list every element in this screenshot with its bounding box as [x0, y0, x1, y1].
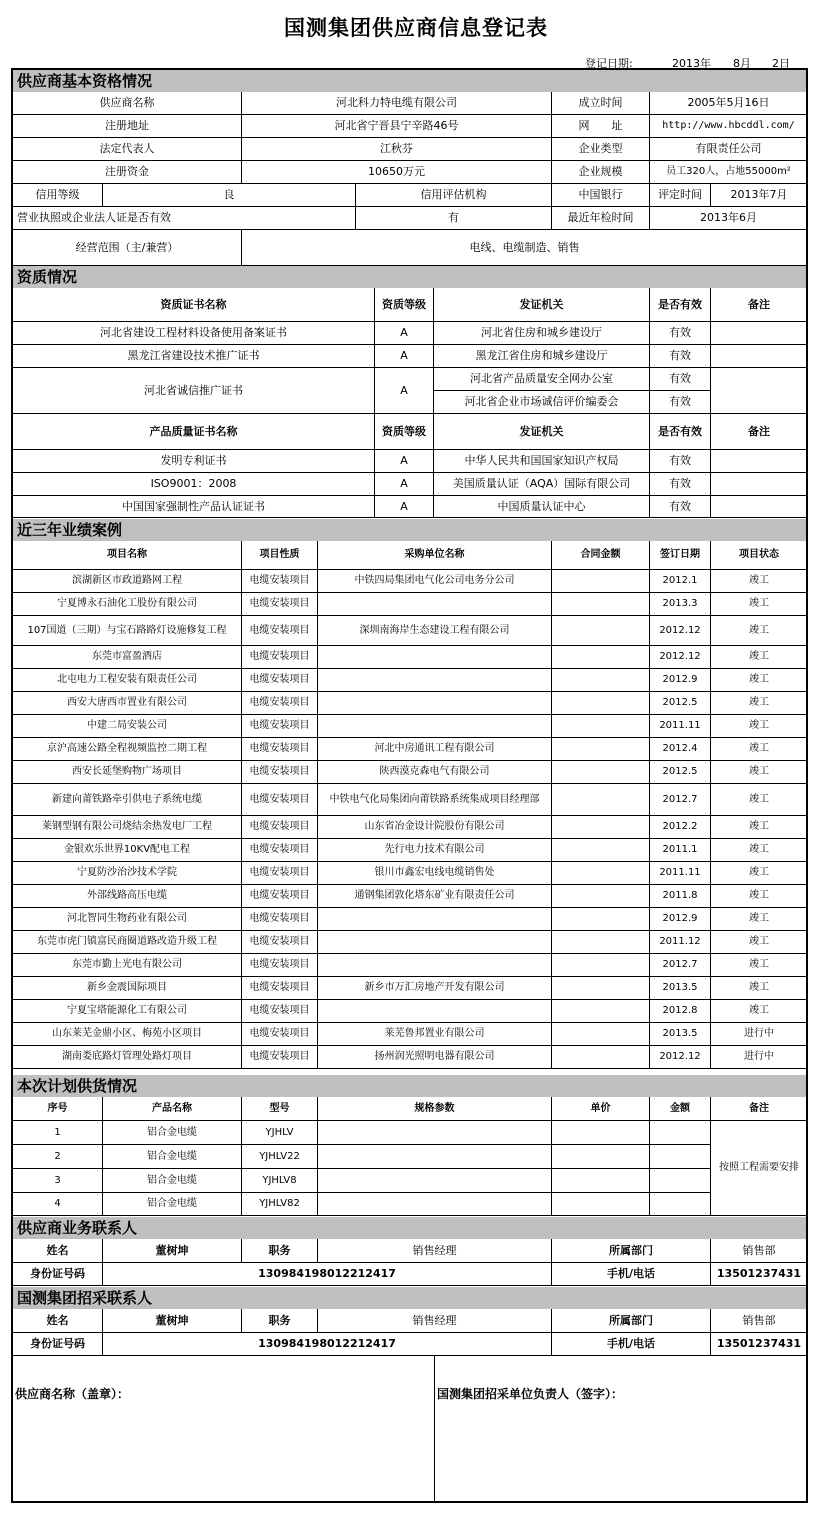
perf-row-sign-date: 2011.11 — [650, 862, 711, 885]
perf-row-amount — [552, 738, 650, 761]
perf-row-project-name: 河北智同生物药业有限公司 — [13, 908, 242, 931]
perf-row-project-name: 西安大唐西市置业有限公司 — [13, 692, 242, 715]
perf-row-project-name: 金银欢乐世界10KV配电工程 — [13, 839, 242, 862]
quality-header-cert-valid: 是否有效 — [650, 414, 711, 450]
perf-row-buyer: 扬州润光照明电器有限公司 — [318, 1046, 552, 1069]
reg-date-label: 登记日期: — [585, 57, 633, 70]
address-label: 注册地址 — [13, 115, 242, 138]
qual-row-remark — [711, 345, 808, 368]
perf-row-status: 竣工 — [711, 977, 808, 1000]
group-contact-name-label: 姓名 — [13, 1309, 103, 1333]
qual-row-issuer: 河北省企业市场诚信评价编委会 — [434, 391, 650, 414]
group-contact-id-value: 130984198012212417 — [103, 1333, 552, 1356]
supply-row-product: 铝合金电缆 — [103, 1193, 242, 1216]
perf-row-status: 进行中 — [711, 1023, 808, 1046]
license-value: 有 — [356, 207, 552, 230]
perf-row-amount — [552, 784, 650, 816]
group-contact-name-value: 董树坤 — [103, 1309, 242, 1333]
rated-label: 评定时间 — [650, 184, 711, 207]
perf-row-project-name: 山东莱芜金鼎小区、梅苑小区项目 — [13, 1023, 242, 1046]
supplier-seal-label: 供应商名称（盖章）： — [15, 1387, 130, 1401]
perf-header-buyer: 采购单位名称 — [318, 541, 552, 570]
perf-row-amount — [552, 669, 650, 692]
perf-row-buyer: 中铁电气化局集团向莆铁路系统集成项目经理部 — [318, 784, 552, 816]
perf-row-project-nature: 电缆安装项目 — [242, 715, 318, 738]
perf-row-project-nature: 电缆安装项目 — [242, 977, 318, 1000]
perf-row-sign-date: 2012.4 — [650, 738, 711, 761]
perf-row-status: 竣工 — [711, 692, 808, 715]
perf-row-amount — [552, 692, 650, 715]
perf-row-project-nature: 电缆安装项目 — [242, 593, 318, 616]
qual-header-cert-remark: 备注 — [711, 288, 808, 322]
perf-header-amount: 合同金额 — [552, 541, 650, 570]
supply-row-model: YJHLV — [242, 1121, 318, 1145]
group-contact-phone-value: 13501237431 — [711, 1333, 808, 1356]
perf-row-amount — [552, 977, 650, 1000]
website-label: 网 址 — [552, 115, 650, 138]
quality-row-issuer: 中国质量认证中心 — [434, 496, 650, 518]
supplier-contact-post-value: 销售经理 — [318, 1239, 552, 1263]
quality-row-issuer: 美国质量认证（AQA）国际有限公司 — [434, 473, 650, 496]
perf-row-status: 竣工 — [711, 816, 808, 839]
qual-row-issuer: 黑龙江省住房和城乡建设厅 — [434, 345, 650, 368]
scale-label: 企业规模 — [552, 161, 650, 184]
section-basic-title: 供应商基本资格情况 — [13, 70, 806, 92]
perf-row-project-name: 新建向莆铁路牵引供电子系统电缆 — [13, 784, 242, 816]
supplier-name-value: 河北科力特电缆有限公司 — [242, 92, 552, 115]
perf-row-project-nature: 电缆安装项目 — [242, 1000, 318, 1023]
section-perf-title: 近三年业绩案例 — [13, 519, 806, 541]
perf-row-buyer — [318, 908, 552, 931]
section-group-contact-title: 国测集团招采联系人 — [13, 1287, 806, 1309]
qual-row-issuer: 河北省产品质量安全网办公室 — [434, 368, 650, 391]
legal-rep-value: 江秋芬 — [242, 138, 552, 161]
perf-row-project-name: 湖南娄底路灯管理处路灯项目 — [13, 1046, 242, 1069]
scope-label: 经营范围（主/兼营） — [13, 230, 242, 266]
supply-header-amount: 金额 — [650, 1097, 711, 1121]
quality-row-name: 中国国家强制性产品认证证书 — [13, 496, 375, 518]
perf-row-sign-date: 2013.5 — [650, 1023, 711, 1046]
perf-row-sign-date: 2012.2 — [650, 816, 711, 839]
perf-row-project-name: 东莞市勤上光电有限公司 — [13, 954, 242, 977]
supply-header-spec: 规格参数 — [318, 1097, 552, 1121]
quality-row-name: 发明专利证书 — [13, 450, 375, 473]
perf-row-sign-date: 2012.5 — [650, 692, 711, 715]
perf-row-buyer: 莱芜鲁邦置业有限公司 — [318, 1023, 552, 1046]
address-value: 河北省宁晋县宁辛路46号 — [242, 115, 552, 138]
perf-row-project-name: 新乡金震国际项目 — [13, 977, 242, 1000]
perf-header-sign-date: 签订日期 — [650, 541, 711, 570]
perf-row-buyer — [318, 669, 552, 692]
supply-row-product: 铝合金电缆 — [103, 1169, 242, 1193]
qual-row-name: 黑龙江省建设技术推广证书 — [13, 345, 375, 368]
perf-header-project-nature: 项目性质 — [242, 541, 318, 570]
perf-row-amount — [552, 839, 650, 862]
supply-row-unit-price — [552, 1169, 650, 1193]
supplier-contact-dept-label: 所属部门 — [552, 1239, 711, 1263]
perf-row-buyer: 深圳南海岸生态建设工程有限公司 — [318, 616, 552, 646]
perf-row-amount — [552, 570, 650, 593]
perf-row-sign-date: 2012.8 — [650, 1000, 711, 1023]
supply-remark: 按照工程需要安排 — [711, 1121, 808, 1216]
perf-row-project-name: 外部线路高压电缆 — [13, 885, 242, 908]
perf-row-status: 竣工 — [711, 646, 808, 669]
capital-value: 10650万元 — [242, 161, 552, 184]
credit-label: 信用等级 — [13, 184, 103, 207]
founded-value: 2005年5月16日 — [650, 92, 808, 115]
perf-row-buyer — [318, 715, 552, 738]
perf-row-sign-date: 2012.7 — [650, 954, 711, 977]
perf-row-project-nature: 电缆安装项目 — [242, 784, 318, 816]
perf-row-project-name: 宁夏宝塔能源化工有限公司 — [13, 1000, 242, 1023]
agency-value: 中国银行 — [552, 184, 650, 207]
supply-row-model: YJHLV82 — [242, 1193, 318, 1216]
perf-row-buyer: 陕西漠克森电气有限公司 — [318, 761, 552, 784]
perf-row-status: 竣工 — [711, 885, 808, 908]
perf-row-buyer: 河北中房通讯工程有限公司 — [318, 738, 552, 761]
perf-row-sign-date: 2013.5 — [650, 977, 711, 1000]
supply-header-remark: 备注 — [711, 1097, 808, 1121]
quality-header-cert-issuer: 发证机关 — [434, 414, 650, 450]
perf-row-sign-date: 2012.5 — [650, 761, 711, 784]
perf-row-project-name: 北屯电力工程安装有限责任公司 — [13, 669, 242, 692]
group-contact-id-label: 身份证号码 — [13, 1333, 103, 1356]
founded-label: 成立时间 — [552, 92, 650, 115]
perf-row-status: 竣工 — [711, 738, 808, 761]
perf-row-status: 竣工 — [711, 669, 808, 692]
perf-row-buyer: 银川市鑫宏电线电缆销售处 — [318, 862, 552, 885]
group-contact-phone-label: 手机/电话 — [552, 1333, 711, 1356]
perf-row-amount — [552, 862, 650, 885]
company-type-label: 企业类型 — [552, 138, 650, 161]
perf-row-project-nature: 电缆安装项目 — [242, 570, 318, 593]
supply-row-spec — [318, 1169, 552, 1193]
quality-header-cert-level: 资质等级 — [375, 414, 434, 450]
supply-row-spec — [318, 1193, 552, 1216]
quality-header-cert-name: 产品质量证书名称 — [13, 414, 375, 450]
supply-row-spec — [318, 1121, 552, 1145]
perf-row-sign-date: 2012.9 — [650, 908, 711, 931]
supplier-contact-id-value: 130984198012212417 — [103, 1263, 552, 1286]
perf-row-project-name: 107国道（三期）与宝石路路灯设施修复工程 — [13, 616, 242, 646]
perf-row-buyer: 先行电力技术有限公司 — [318, 839, 552, 862]
perf-row-project-nature: 电缆安装项目 — [242, 1046, 318, 1069]
supplier-contact-id-label: 身份证号码 — [13, 1263, 103, 1286]
qual-header-cert-issuer: 发证机关 — [434, 288, 650, 322]
qual-row-name: 河北省诚信推广证书 — [13, 368, 375, 414]
perf-row-status: 竣工 — [711, 931, 808, 954]
quality-row-level: A — [375, 473, 434, 496]
perf-row-project-nature: 电缆安装项目 — [242, 816, 318, 839]
supplier-contact-phone-value: 13501237431 — [711, 1263, 808, 1286]
perf-row-amount — [552, 715, 650, 738]
supply-row-no: 3 — [13, 1169, 103, 1193]
perf-row-buyer — [318, 954, 552, 977]
qual-row-valid: 有效 — [650, 368, 711, 391]
company-type-value: 有限责任公司 — [650, 138, 808, 161]
section-supply-title: 本次计划供货情况 — [13, 1075, 806, 1097]
qual-row-remark — [711, 322, 808, 345]
qual-row-name: 河北省建设工程材料设备使用备案证书 — [13, 322, 375, 345]
perf-row-project-nature: 电缆安装项目 — [242, 908, 318, 931]
group-contact-dept-value: 销售部 — [711, 1309, 808, 1333]
perf-row-project-name: 中建二局安装公司 — [13, 715, 242, 738]
supply-header-no: 序号 — [13, 1097, 103, 1121]
perf-row-project-nature: 电缆安装项目 — [242, 954, 318, 977]
perf-row-status: 进行中 — [711, 1046, 808, 1069]
supply-row-unit-price — [552, 1121, 650, 1145]
perf-row-sign-date: 2012.12 — [650, 646, 711, 669]
signature-divider — [434, 1356, 435, 1503]
qual-row-level: A — [375, 345, 434, 368]
perf-row-project-name: 京沪高速公路全程视频监控二期工程 — [13, 738, 242, 761]
form-title: 国测集团供应商信息登记表 — [284, 15, 548, 40]
supplier-contact-dept-value: 销售部 — [711, 1239, 808, 1263]
perf-row-buyer: 中铁四局集团电气化公司电务分公司 — [318, 570, 552, 593]
group-contact-dept-label: 所属部门 — [552, 1309, 711, 1333]
reg-date-year: 2013年 — [672, 57, 711, 70]
supply-row-product: 铝合金电缆 — [103, 1145, 242, 1169]
quality-row-level: A — [375, 496, 434, 518]
reg-date-day: 2日 — [772, 57, 790, 70]
qual-header-cert-valid: 是否有效 — [650, 288, 711, 322]
perf-row-project-name: 莱钢型钢有限公司烧结余热发电厂工程 — [13, 816, 242, 839]
perf-row-project-nature: 电缆安装项目 — [242, 692, 318, 715]
perf-row-status: 竣工 — [711, 593, 808, 616]
supplier-contact-name-value: 董树坤 — [103, 1239, 242, 1263]
perf-row-status: 竣工 — [711, 784, 808, 816]
perf-row-sign-date: 2012.9 — [650, 669, 711, 692]
perf-row-amount — [552, 593, 650, 616]
perf-row-buyer — [318, 646, 552, 669]
perf-row-sign-date: 2012.12 — [650, 616, 711, 646]
perf-row-project-nature: 电缆安装项目 — [242, 862, 318, 885]
perf-row-amount — [552, 616, 650, 646]
inspection-label: 最近年检时间 — [552, 207, 650, 230]
group-signature-label: 国测集团招采单位负责人（签字）： — [437, 1387, 624, 1401]
quality-row-remark — [711, 473, 808, 496]
perf-row-amount — [552, 885, 650, 908]
credit-value: 良 — [103, 184, 356, 207]
inspection-value: 2013年6月 — [650, 207, 808, 230]
section-supplier-contact-title: 供应商业务联系人 — [13, 1217, 806, 1239]
perf-row-project-nature: 电缆安装项目 — [242, 1023, 318, 1046]
quality-header-cert-remark: 备注 — [711, 414, 808, 450]
perf-row-project-nature: 电缆安装项目 — [242, 616, 318, 646]
qual-header-cert-level: 资质等级 — [375, 288, 434, 322]
perf-row-sign-date: 2011.1 — [650, 839, 711, 862]
supply-row-no: 4 — [13, 1193, 103, 1216]
supply-row-model: YJHLV22 — [242, 1145, 318, 1169]
perf-row-amount — [552, 761, 650, 784]
perf-row-sign-date: 2012.12 — [650, 1046, 711, 1069]
perf-row-status: 竣工 — [711, 1000, 808, 1023]
perf-row-buyer: 通钢集团敦化塔东矿业有限责任公司 — [318, 885, 552, 908]
supply-row-amount — [650, 1193, 711, 1216]
capital-label: 注册资金 — [13, 161, 242, 184]
perf-row-buyer — [318, 692, 552, 715]
perf-row-buyer — [318, 931, 552, 954]
supply-row-amount — [650, 1169, 711, 1193]
perf-header-project-name: 项目名称 — [13, 541, 242, 570]
qual-row-remark — [711, 368, 808, 414]
supply-row-spec — [318, 1145, 552, 1169]
registration-form — [11, 68, 808, 1503]
supply-row-product: 铝合金电缆 — [103, 1121, 242, 1145]
section-quals-title: 资质情况 — [13, 266, 806, 288]
perf-row-project-nature: 电缆安装项目 — [242, 669, 318, 692]
quality-row-issuer: 中华人民共和国国家知识产权局 — [434, 450, 650, 473]
qual-header-cert-name: 资质证书名称 — [13, 288, 375, 322]
perf-row-sign-date: 2011.11 — [650, 715, 711, 738]
supplier-contact-phone-label: 手机/电话 — [552, 1263, 711, 1286]
perf-row-amount — [552, 1000, 650, 1023]
quality-row-level: A — [375, 450, 434, 473]
perf-row-project-name: 东莞市虎门镇富民商圈道路改造升级工程 — [13, 931, 242, 954]
supply-row-model: YJHLV8 — [242, 1169, 318, 1193]
supply-row-amount — [650, 1121, 711, 1145]
group-contact-post-label: 职务 — [242, 1309, 318, 1333]
supply-row-unit-price — [552, 1145, 650, 1169]
supply-header-unit-price: 单价 — [552, 1097, 650, 1121]
supply-row-unit-price — [552, 1193, 650, 1216]
quality-row-valid: 有效 — [650, 450, 711, 473]
perf-row-amount — [552, 1046, 650, 1069]
quality-row-remark — [711, 496, 808, 518]
qual-row-valid: 有效 — [650, 391, 711, 414]
perf-row-project-nature: 电缆安装项目 — [242, 931, 318, 954]
supply-header-product: 产品名称 — [103, 1097, 242, 1121]
perf-row-project-name: 宁夏博永石油化工股份有限公司 — [13, 593, 242, 616]
perf-row-sign-date: 2013.3 — [650, 593, 711, 616]
perf-row-buyer — [318, 1000, 552, 1023]
perf-row-project-name: 东莞市富盈酒店 — [13, 646, 242, 669]
perf-row-project-name: 西安长延堡购物广场项目 — [13, 761, 242, 784]
supply-header-model: 型号 — [242, 1097, 318, 1121]
perf-row-status: 竣工 — [711, 954, 808, 977]
supplier-contact-name-label: 姓名 — [13, 1239, 103, 1263]
quality-row-valid: 有效 — [650, 496, 711, 518]
perf-row-buyer: 新乡市万汇房地产开发有限公司 — [318, 977, 552, 1000]
perf-row-status: 竣工 — [711, 570, 808, 593]
perf-row-project-nature: 电缆安装项目 — [242, 646, 318, 669]
perf-row-status: 竣工 — [711, 908, 808, 931]
agency-label: 信用评估机构 — [356, 184, 552, 207]
perf-row-sign-date: 2011.8 — [650, 885, 711, 908]
perf-row-buyer: 山东省冶金设计院股份有限公司 — [318, 816, 552, 839]
perf-row-status: 竣工 — [711, 862, 808, 885]
group-contact-post-value: 销售经理 — [318, 1309, 552, 1333]
supply-row-no: 1 — [13, 1121, 103, 1145]
perf-row-project-name: 滨湖新区市政道路网工程 — [13, 570, 242, 593]
quality-row-valid: 有效 — [650, 473, 711, 496]
perf-row-sign-date: 2011.12 — [650, 931, 711, 954]
perf-row-status: 竣工 — [711, 715, 808, 738]
perf-row-project-nature: 电缆安装项目 — [242, 738, 318, 761]
perf-row-amount — [552, 816, 650, 839]
legal-rep-label: 法定代表人 — [13, 138, 242, 161]
perf-row-project-nature: 电缆安装项目 — [242, 761, 318, 784]
supply-row-amount — [650, 1145, 711, 1169]
supplier-contact-post-label: 职务 — [242, 1239, 318, 1263]
website-value: http://www.hbcddl.com/ — [650, 115, 808, 138]
license-label: 营业执照或企业法人证是否有效 — [13, 207, 356, 230]
perf-row-amount — [552, 908, 650, 931]
qual-row-valid: 有效 — [650, 345, 711, 368]
perf-row-buyer — [318, 593, 552, 616]
qual-row-level: A — [375, 322, 434, 345]
perf-row-status: 竣工 — [711, 839, 808, 862]
perf-row-status: 竣工 — [711, 761, 808, 784]
scale-value: 员工320人，占地55000m² — [650, 161, 808, 184]
perf-row-status: 竣工 — [711, 616, 808, 646]
perf-row-project-nature: 电缆安装项目 — [242, 885, 318, 908]
perf-row-project-name: 宁夏防沙治沙技术学院 — [13, 862, 242, 885]
perf-row-amount — [552, 1023, 650, 1046]
qual-row-valid: 有效 — [650, 322, 711, 345]
quality-row-name: ISO9001：2008 — [13, 473, 375, 496]
rated-value: 2013年7月 — [711, 184, 808, 207]
qual-row-level: A — [375, 368, 434, 414]
scope-value: 电线、电缆制造、销售 — [242, 230, 808, 266]
reg-date-month: 8月 — [733, 57, 751, 70]
qual-row-issuer: 河北省住房和城乡建设厅 — [434, 322, 650, 345]
perf-row-amount — [552, 954, 650, 977]
quality-row-remark — [711, 450, 808, 473]
perf-row-project-nature: 电缆安装项目 — [242, 839, 318, 862]
perf-header-status: 项目状态 — [711, 541, 808, 570]
supply-row-no: 2 — [13, 1145, 103, 1169]
perf-row-sign-date: 2012.1 — [650, 570, 711, 593]
perf-row-sign-date: 2012.7 — [650, 784, 711, 816]
perf-row-amount — [552, 646, 650, 669]
perf-row-amount — [552, 931, 650, 954]
supplier-name-label: 供应商名称 — [13, 92, 242, 115]
